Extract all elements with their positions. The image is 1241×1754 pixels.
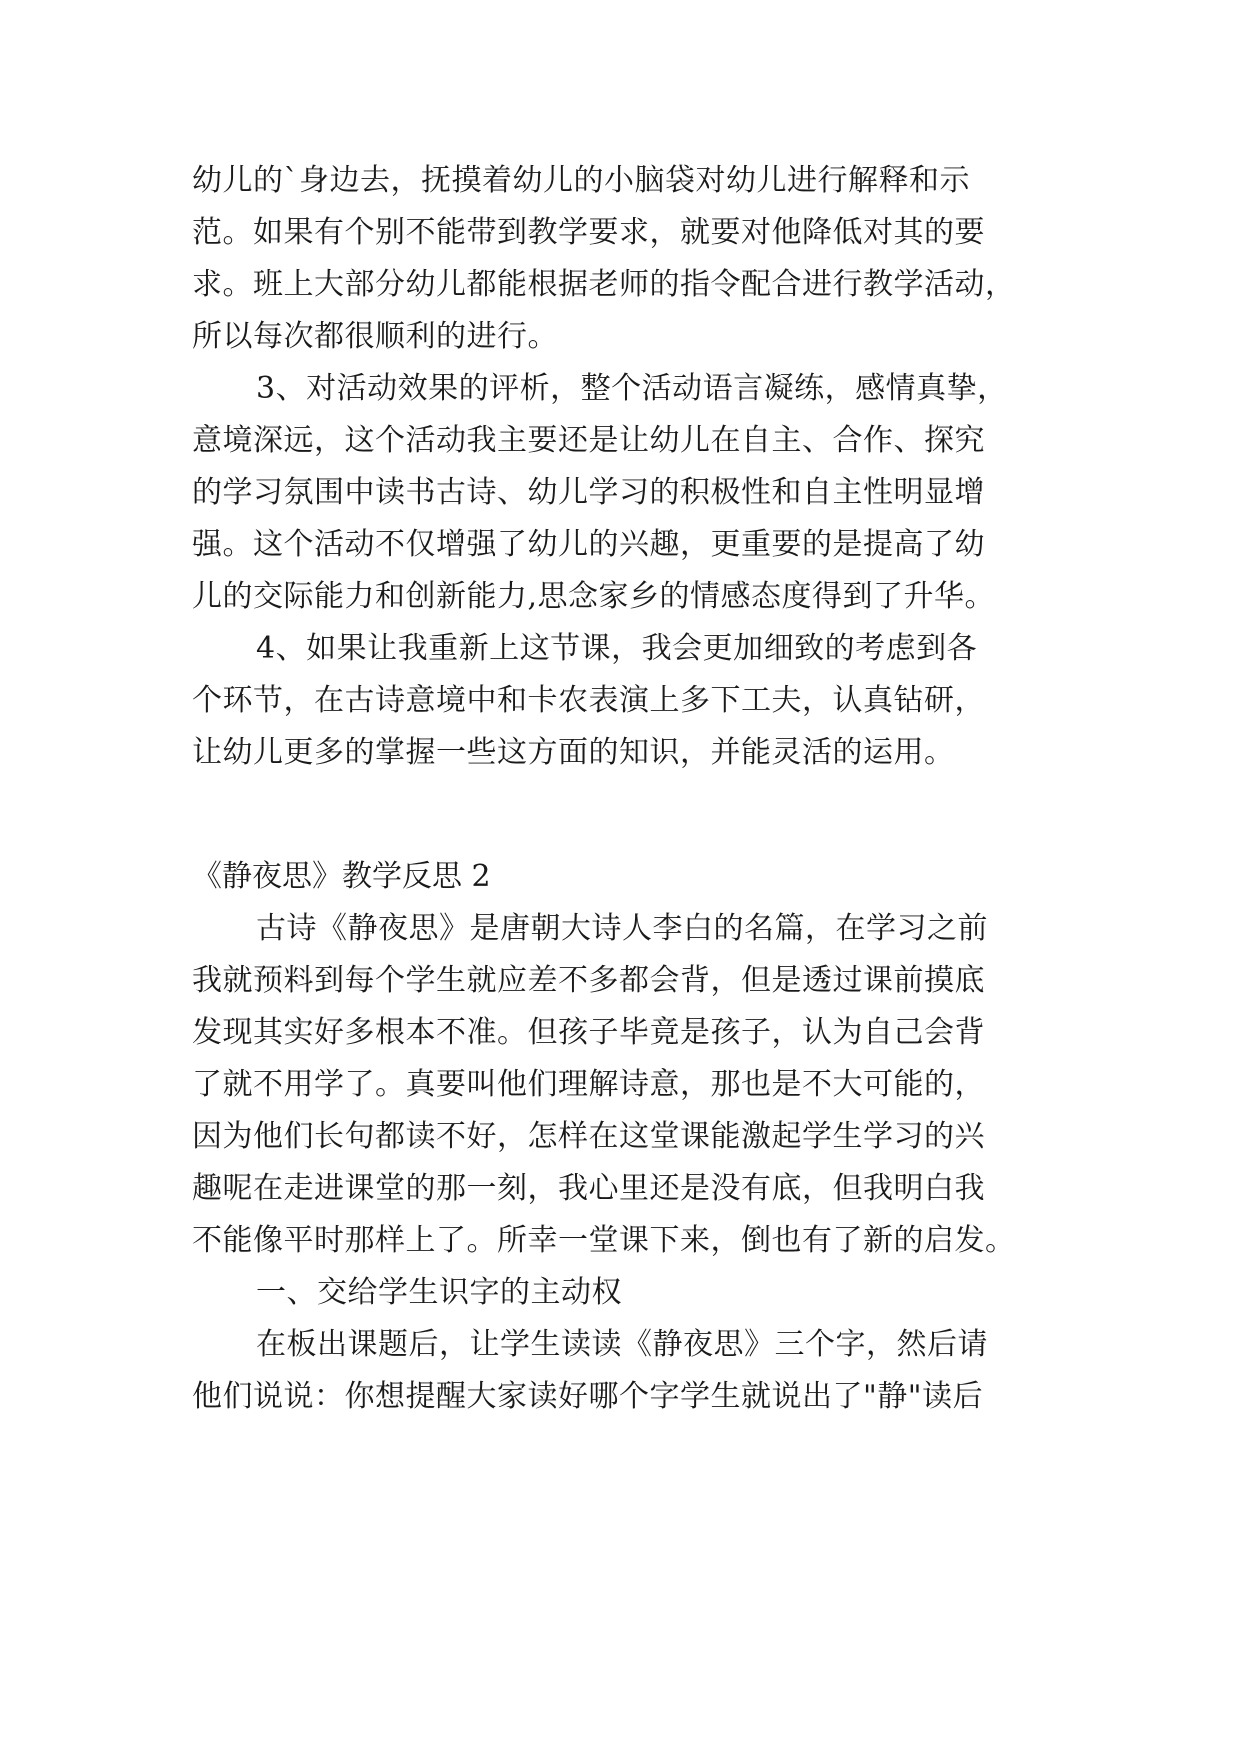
paragraph-4 xyxy=(192,903,1092,1267)
text-line: 幼儿的`身边去，抚摸着幼儿的小脑袋对幼儿进行解释和示 xyxy=(192,163,970,198)
text-line: 因为他们长句都读不好，怎样在这堂课能激起学生学习的兴 xyxy=(192,1119,985,1154)
subheading-1: 一、交给学生识字的主动权 xyxy=(256,1275,622,1310)
text-line: 儿的交际能力和创新能力,思念家乡的情感态度得到了升华。 xyxy=(192,579,996,614)
paragraph-3 xyxy=(192,623,1092,779)
text-line: 发现其实好多根本不准。但孩子毕竟是孩子，认为自己会背 xyxy=(192,1015,985,1050)
paragraph-5 xyxy=(192,1319,1092,1423)
text-line: 3、对活动效果的评析，整个活动语言凝练，感情真挚， xyxy=(256,371,1008,406)
text-line: 强。这个活动不仅增强了幼儿的兴趣，更重要的是提高了幼 xyxy=(192,527,985,562)
paragraph-1 xyxy=(192,155,1092,363)
text-line: 4、如果让我重新上这节课，我会更加细致的考虑到各 xyxy=(256,631,978,666)
text-line: 古诗《静夜思》是唐朝大诗人李白的名篇，在学习之前 xyxy=(256,911,988,946)
text-line: 让幼儿更多的掌握一些这方面的知识，并能灵活的运用。 xyxy=(192,735,955,770)
text-line: 范。如果有个别不能带到教学要求，就要对他降低对其的要 xyxy=(192,215,985,250)
text-line: 在板出课题后，让学生读读《静夜思》三个字，然后请 xyxy=(256,1327,988,1362)
text-line: 的学习氛围中读书古诗、幼儿学习的积极性和自主性明显增 xyxy=(192,475,985,510)
text-line: 我就预料到每个学生就应差不多都会背，但是透过课前摸底 xyxy=(192,963,985,998)
text-line: 意境深远，这个活动我主要还是让幼儿在自主、合作、探究 xyxy=(192,423,985,458)
section-heading: 《静夜思》教学反思 2 xyxy=(192,859,491,894)
text-line: 个环节，在古诗意境中和卡农表演上多下工夫，认真钻研， xyxy=(192,683,985,718)
text-line: 求。班上大部分幼儿都能根据老师的指令配合进行教学活动， xyxy=(192,267,1016,302)
text-line: 不能像平时那样上了。所幸一堂课下来，倒也有了新的启发。 xyxy=(192,1223,1016,1258)
document-page xyxy=(192,155,1092,1423)
text-line: 他们说说：你想提醒大家读好哪个字学生就说出了"静"读后 xyxy=(192,1379,984,1414)
text-line: 了就不用学了。真要叫他们理解诗意，那也是不大可能的， xyxy=(192,1067,985,1102)
paragraph-2 xyxy=(192,363,1092,623)
section-spacer xyxy=(192,779,1092,851)
text-line: 趣呢在走进课堂的那一刻，我心里还是没有底，但我明白我 xyxy=(192,1171,985,1206)
text-line: 所以每次都很顺利的进行。 xyxy=(192,319,558,354)
